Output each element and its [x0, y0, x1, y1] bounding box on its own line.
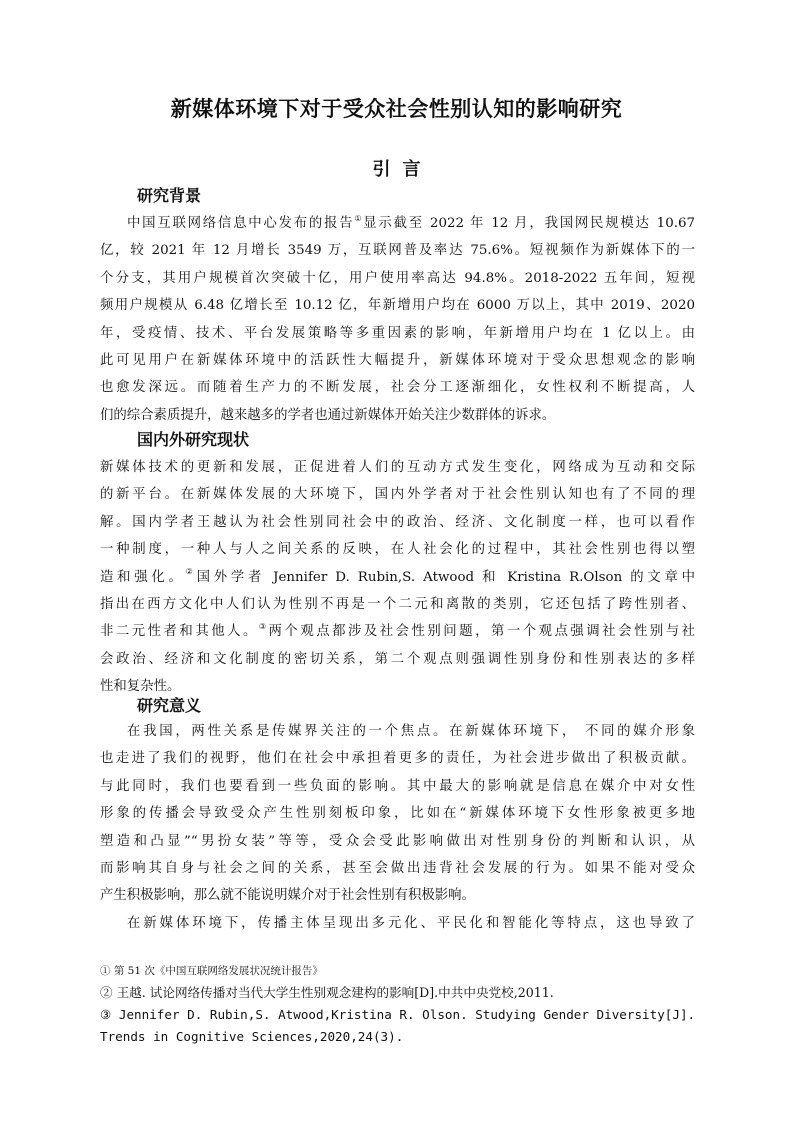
- footnote-3-continued: Trends in Cognitive Sciences,2020,24(3).: [100, 1029, 404, 1044]
- text-line: 在新媒体环境下，传播主体呈现出多元化、平民化和智能化等特点，这也导致了: [127, 915, 695, 931]
- text-line: 一种制度，一种人与人之间关系的反映，在人社会化的过程中，其社会性别也得以塑: [100, 542, 695, 558]
- text-line: 亿，较 2021 年 12 月增长 3549 万，互联网普及率达 75.6%。短视频作为新媒体下的一: [100, 243, 695, 259]
- section-body-background: [100, 210, 695, 429]
- text-line: 解。国内学者王越认为社会性别同社会中的政治、经济、文化制度一样，也可以看作: [100, 514, 695, 530]
- text-line: 而影响其自身与社会之间的关系，甚至会做出违背社会发展的行为。如果不能对受众: [100, 860, 695, 876]
- footnote-ref-1: ①: [354, 213, 364, 223]
- paper-title: 新媒体环境下对于受众社会性别认知的影响研究: [170, 97, 623, 121]
- text-line: 造和强化。②国外学者 Jennifer D. Rubin,S. Atwood 和 Kristina R.Olson 的文章中: [100, 567, 696, 585]
- text-line: 也愈发深远。而随着生产力的不断发展，社会分工逐渐细化，女性权利不断提高，人: [100, 380, 695, 396]
- text-line: 年，受疫情、技术、平台发展策略等多重因素的影响，年新增用户均在 1 亿以上。由: [100, 325, 695, 341]
- text-line: 非二元性者和其他人。③两个观点都涉及社会性别问题，第一个观点强调社会性别与社: [100, 621, 696, 640]
- text-line: 在我国，两性关系是传媒界关注的一个焦点。在新媒体环境下， 不同的媒介形象: [127, 724, 695, 739]
- text-line: 塑造和凸显”“男扮女装”等等，受众会受此影响做出对性别身份的判断和认识，从: [100, 833, 695, 849]
- footnote-2: ② 王越. 试论网络传播对当代大学生性别观念建构的影响[D].中共中央党校,2011.: [100, 985, 554, 1000]
- text-line: 们的综合素质提升，越来越多的学者也通过新媒体开始关注少数群体的诉求。: [100, 407, 556, 423]
- text-line: 指出在西方文化中人们认为性别不再是一个二元和离散的类别，它还包括了跨性别者、: [100, 596, 695, 612]
- footnotes: [100, 960, 700, 1048]
- text-line: 也走进了我们的视野，他们在社会中承担着更多的责任，为社会进步做出了积极贡献。: [100, 751, 695, 767]
- section-body-significance: [100, 718, 695, 937]
- footnote-ref-3: ③: [258, 621, 269, 631]
- text-line: 中国互联网络信息中心发布的报告①显示截至 2022 年 12 月，我国网民规模达 10.67: [127, 213, 696, 231]
- text-line: 会政治、经济和文化制度的密切关系，第二个观点则强调性别身份和性别表达的多样: [100, 651, 695, 667]
- footnote-3: ③ Jennifer D. Rubin,S. Atwood,Kristina R. Olson. Studying Gender Diversity[J].: [100, 1007, 696, 1022]
- text-line: 与此同时，我们也要看到一些负面的影响。其中最大的影响就是信息在媒介中对女性: [100, 778, 695, 794]
- text-line: 此可见用户在新媒体环境中的活跃性大幅提升，新媒体环境对于受众思想观念的影响: [100, 352, 695, 368]
- text-line: 频用户规模从 6.48 亿增长至 10.12 亿，年新增用户均在 6000 万以上，其中 2019、2020: [100, 298, 695, 314]
- text-line: 产生积极影响，那么就不能说明媒介对于社会性别有积极影响。: [100, 888, 475, 904]
- section-heading-background: 研究背景: [137, 186, 202, 205]
- text-line: 性和复杂性。: [100, 679, 181, 695]
- section-body-research-status: [100, 454, 695, 701]
- section-heading-research-status: 国内外研究现状: [137, 430, 250, 449]
- text-line: 形象的传播会导致受众产生性别刻板印象，比如在“新媒体环境下女性形象被更多地: [100, 806, 695, 822]
- section-heading-significance: 研究意义: [137, 696, 202, 715]
- text-line: 新媒体技术的更新和发展，正促进着人们的互动方式发生变化，网络成为互动和交际: [100, 460, 695, 475]
- text-line: 的新平台。在新媒体发展的大环境下，国内外学者对于社会性别认知也有了不同的理: [100, 487, 695, 503]
- footnote-1: ① 第 51 次《中国互联网络发展状况统计报告》: [100, 965, 323, 977]
- chapter-heading: 引言: [372, 159, 433, 180]
- footnote-ref-2: ②: [185, 567, 197, 577]
- text-line: 个分支，其用户规模首次突破十亿，用户使用率高达 94.8%。2018-2022 五年间，短视: [100, 270, 695, 286]
